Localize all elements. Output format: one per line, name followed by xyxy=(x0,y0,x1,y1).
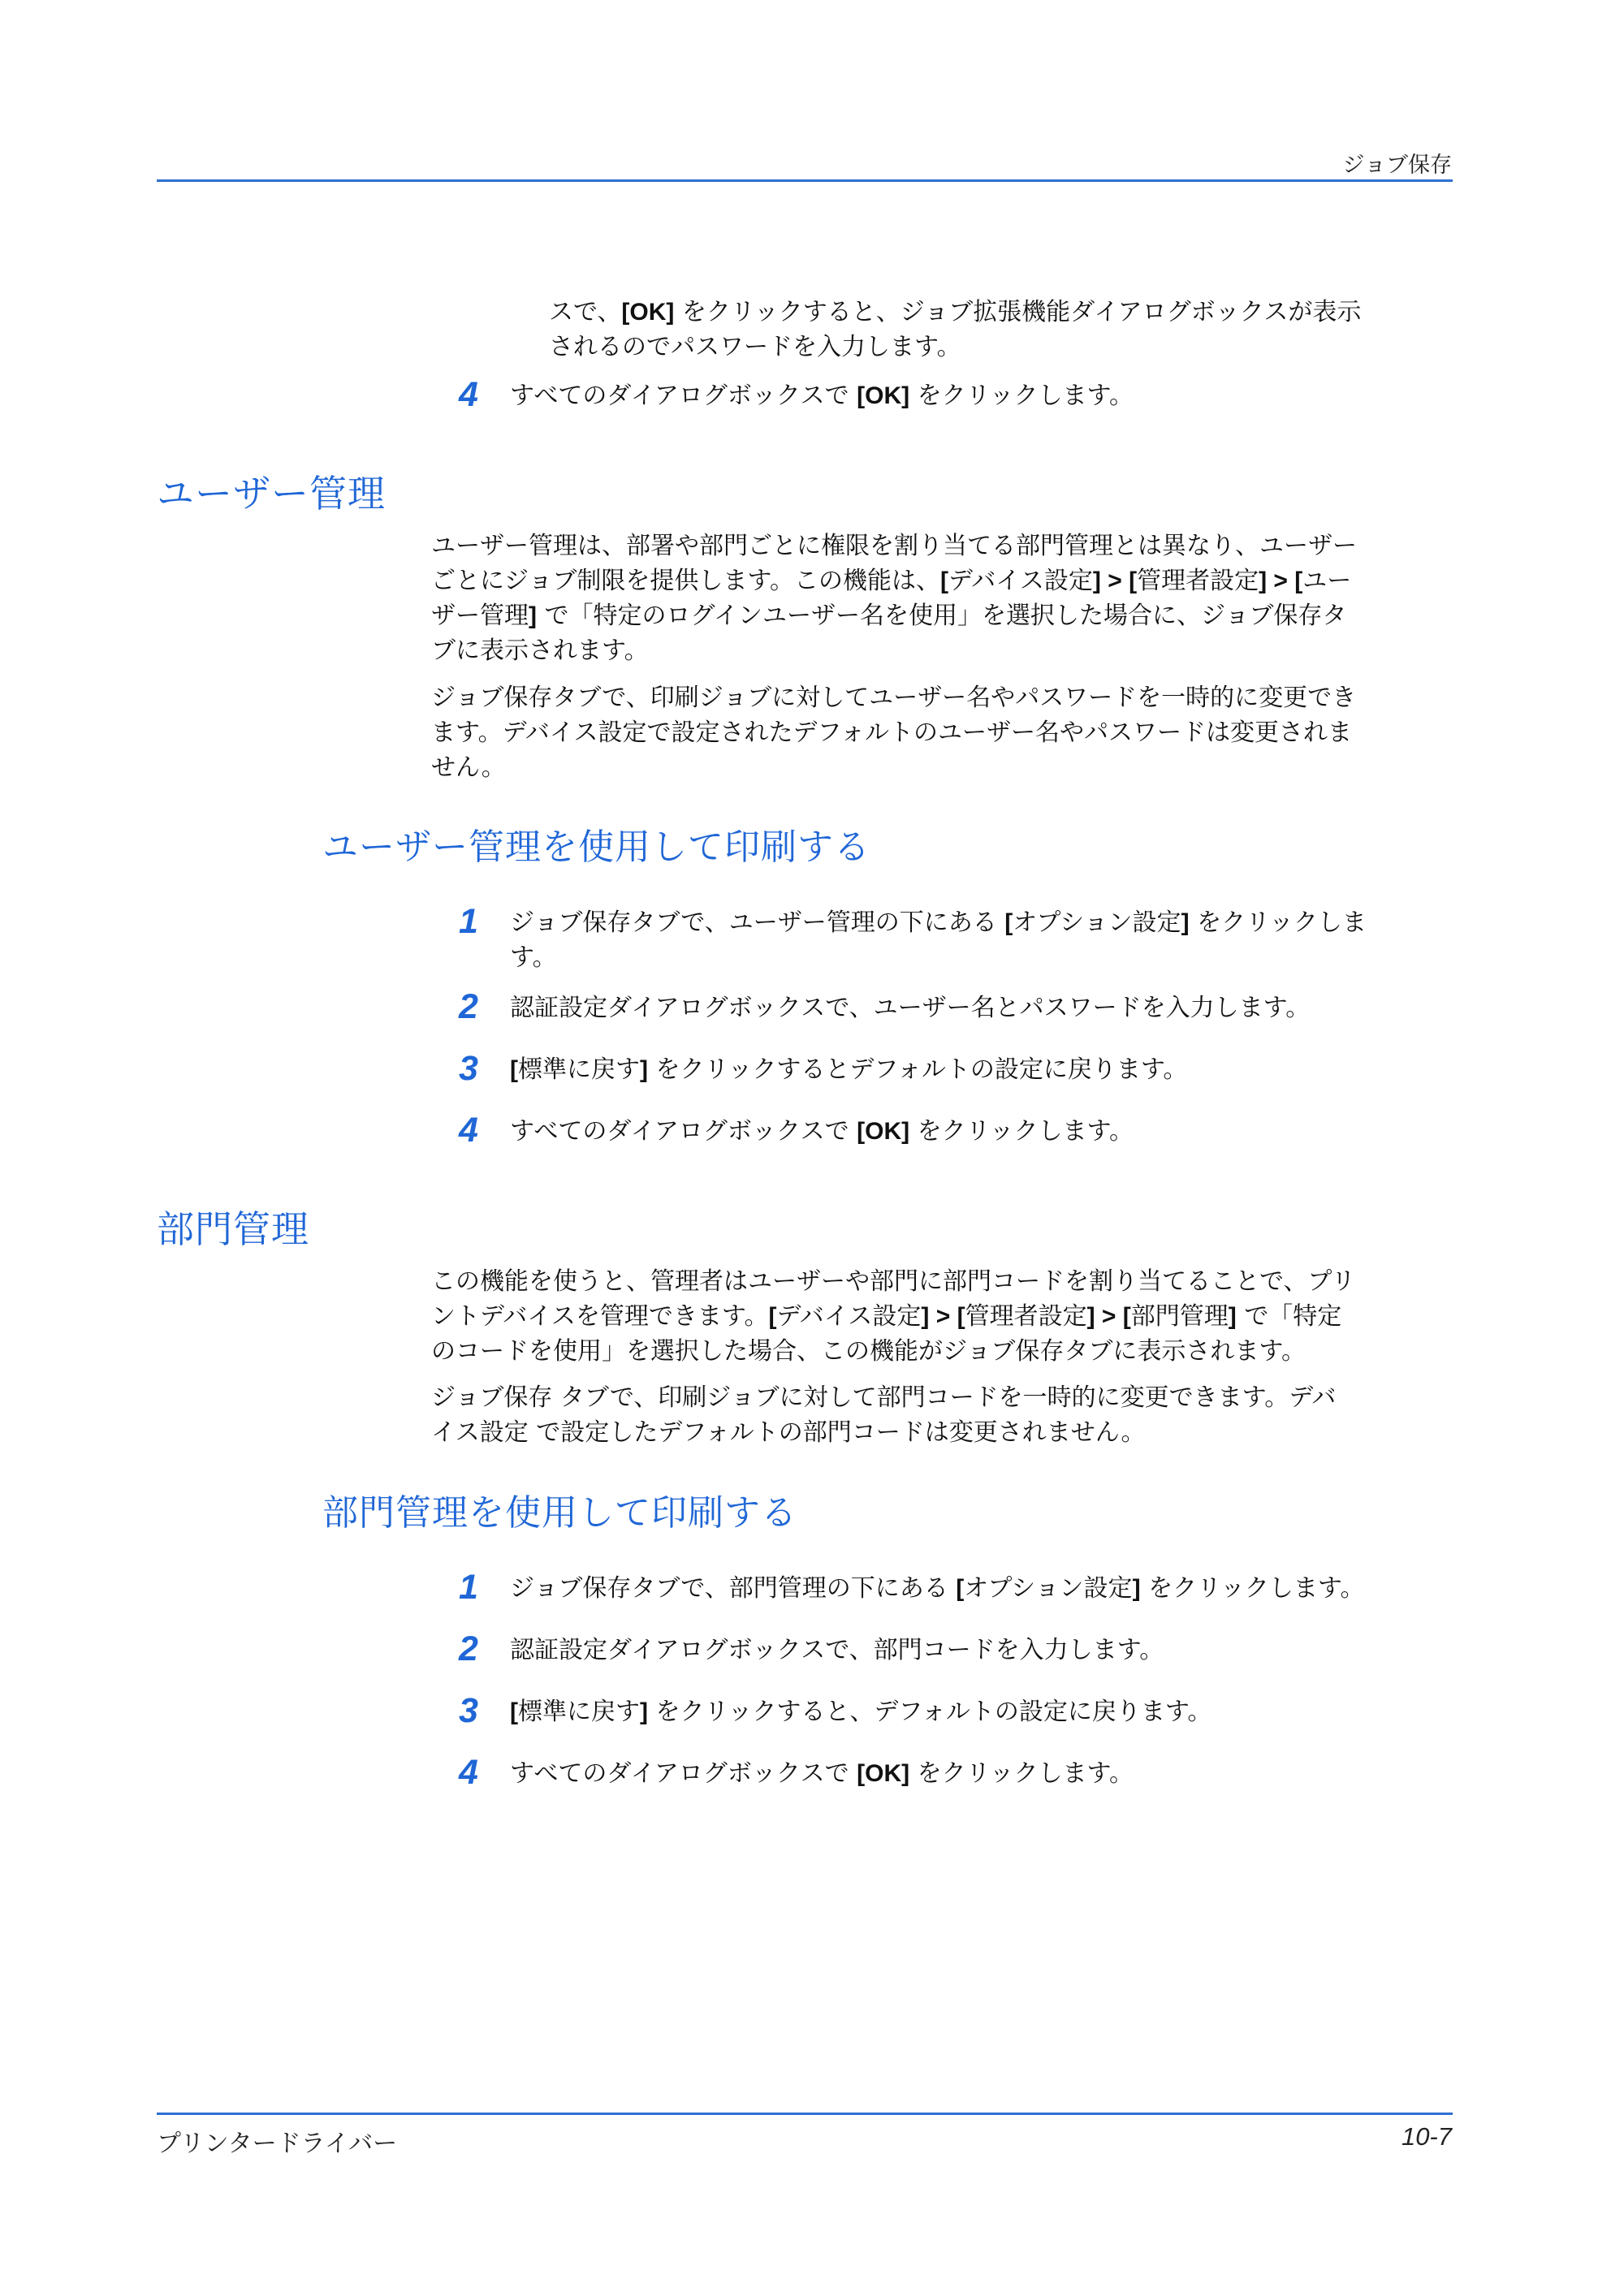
page-number: 10-7 xyxy=(1401,2122,1452,2151)
step-text: すべてのダイアログボックスで [OK] をクリックします。 xyxy=(510,1759,1134,1788)
header-rule xyxy=(157,179,1453,182)
user-management-paragraph-1: ユーザー管理は、部署や部門ごとに権限を割り当てる部門管理とは異なり、ユーザー ごとにジョブ制限を提供します。この機能は、[デバイス設定] > [管理者設定] > [ユー ザー管理] で「特定のログインユーザー名を使用」を選択した場合に、ジョブ保存タ ブに表示されます。 xyxy=(431,532,1357,665)
intro-continuation: スで、[OK] をクリックすると、ジョブ拡張機能ダイアログボックスが表示 されるのでパスワードを入力します。 xyxy=(549,298,1362,361)
step-number: 2 xyxy=(459,1629,478,1668)
department-management-paragraph-2: ジョブ保存 タブで、印刷ジョブに対して部門コードを一時的に変更できます。デバ イス設定 で設定したデフォルトの部門コードは変更されません。 xyxy=(431,1383,1337,1447)
step-text: [標準に戻す] をクリックすると、デフォルトの設定に戻ります。 xyxy=(510,1698,1212,1726)
footer-chapter-title: プリンタードライバー xyxy=(157,2130,398,2158)
step-number: 4 xyxy=(459,1111,478,1150)
step-number: 3 xyxy=(459,1049,478,1088)
step-text: すべてのダイアログボックスで [OK] をクリックします。 xyxy=(510,1117,1134,1146)
subheading-print-with-department-management: 部門管理を使用して印刷する xyxy=(322,1492,797,1534)
step-text: ジョブ保存タブで、部門管理の下にある [オプション設定] をクリックします。 xyxy=(510,1574,1365,1603)
footer-rule xyxy=(157,2113,1453,2115)
subheading-print-with-user-management: ユーザー管理を使用して印刷する xyxy=(322,826,870,868)
step-number: 1 xyxy=(459,902,478,941)
step-number: 3 xyxy=(459,1691,478,1730)
running-header: ジョブ保存 xyxy=(1342,153,1452,178)
step-number: 4 xyxy=(459,1753,478,1792)
step-text: [標準に戻す] をクリックするとデフォルトの設定に戻ります。 xyxy=(510,1055,1188,1084)
user-management-paragraph-2: ジョブ保存タブで、印刷ジョブに対してユーザー名やパスワードを一時的に変更でき ます。デバイス設定で設定されたデフォルトのユーザー名やパスワードは変更されま せん。 xyxy=(431,684,1357,782)
department-management-paragraph-1: この機能を使うと、管理者はユーザーや部門に部門コードを割り当てることで、プリ ントデバイスを管理できます。[デバイス設定] > [管理者設定] > [部門管理] で「特定 のコードを使用」を選択した場合、この機能がジョブ保存タブに表示されます。 xyxy=(431,1267,1356,1366)
step-text: 認証設定ダイアログボックスで、部門コードを入力します。 xyxy=(510,1636,1164,1664)
step-number: 1 xyxy=(459,1568,478,1607)
step-text: すべてのダイアログボックスで [OK] をクリックします。 xyxy=(510,382,1134,410)
section-heading-department-management: 部門管理 xyxy=(157,1207,309,1251)
step-number: 4 xyxy=(459,375,478,414)
section-heading-user-management: ユーザー管理 xyxy=(157,472,386,516)
step-text: ジョブ保存タブで、ユーザー管理の下にある [オプション設定] をクリックしま す。 xyxy=(510,908,1367,972)
step-text: 認証設定ダイアログボックスで、ユーザー名とパスワードを入力します。 xyxy=(510,994,1311,1022)
step-number: 2 xyxy=(459,987,478,1026)
